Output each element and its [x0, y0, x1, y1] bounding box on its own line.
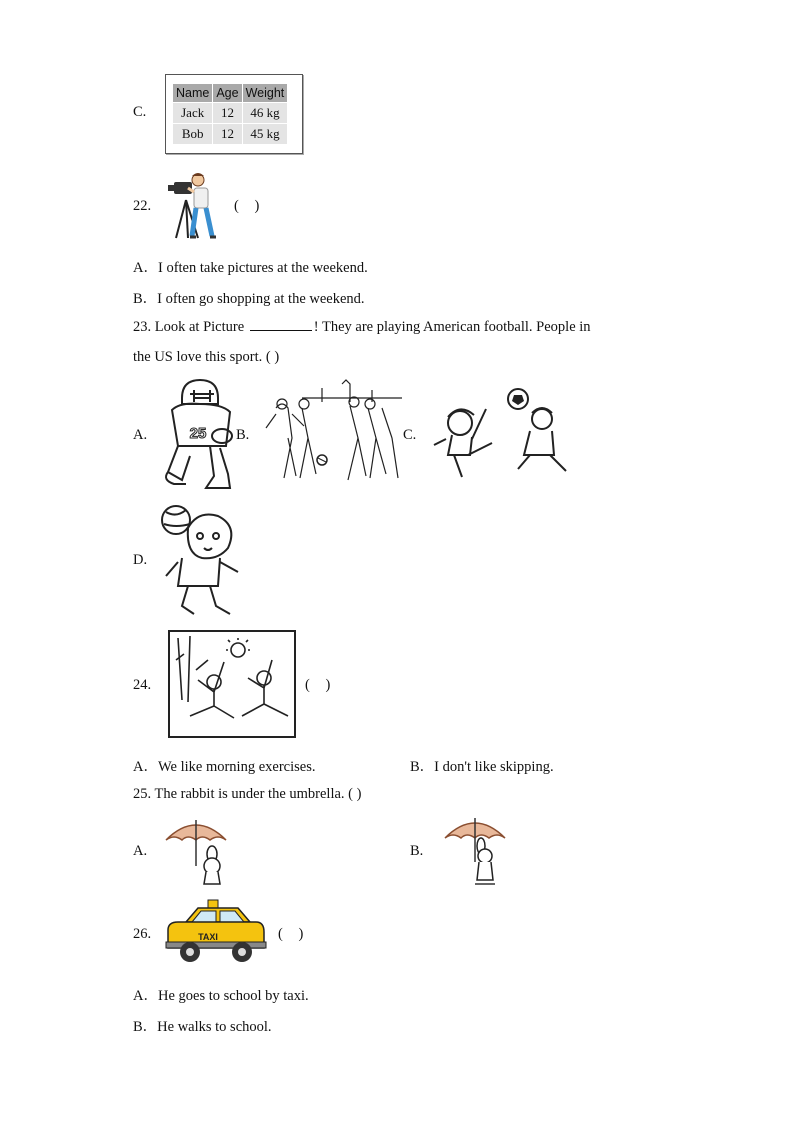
q22-option-a-text[interactable]: I often take pictures at the weekend.: [157, 260, 368, 276]
q23-option-a-label: A.: [133, 427, 148, 443]
table-cell: Bob: [173, 124, 213, 145]
q23-question-line2: the US love this sport. ( ): [133, 349, 280, 365]
weight-table: [172, 83, 288, 145]
american-football-player-image[interactable]: [160, 376, 236, 492]
girl-volleyball-image[interactable]: [158, 502, 244, 620]
q26-option-a-text[interactable]: He goes to school by taxi.: [157, 988, 309, 1004]
table-cell: 46 kg: [242, 103, 288, 124]
q23-option-d-label: D.: [133, 552, 148, 568]
q22-option-b-text[interactable]: I often go shopping at the weekend.: [157, 291, 365, 307]
table-row: [173, 103, 288, 124]
q24-option-b-label: B．: [410, 759, 435, 775]
table-header: Age: [213, 84, 242, 103]
q24-option-a-label: A．: [133, 759, 158, 775]
rabbit-umbrella-b-image[interactable]: [441, 812, 509, 888]
q25-option-a-label: A.: [133, 843, 148, 859]
q25-question: 25. The rabbit is under the umbrella. ( ): [133, 786, 362, 802]
q24-answer-paren[interactable]: ( ): [305, 677, 337, 693]
q22-option-a-label: A．: [133, 260, 158, 276]
q24-option-a-text[interactable]: We like morning exercises.: [157, 759, 316, 775]
q24-option-b-text[interactable]: I don't like skipping.: [434, 759, 554, 775]
table-cell: Jack: [173, 103, 213, 124]
table-header: Name: [173, 84, 213, 103]
q25-option-b-label: B.: [410, 843, 424, 859]
q26-option-b-text[interactable]: He walks to school.: [157, 1019, 272, 1035]
q23-option-c-label: C.: [403, 427, 417, 443]
taxi-sign-text: TAXI: [198, 932, 218, 942]
table-cell: 12: [213, 124, 242, 145]
q21-option-c-table-image[interactable]: [165, 74, 303, 154]
photographer-image[interactable]: [168, 170, 228, 242]
q23-question: [133, 318, 591, 336]
rabbit-umbrella-a-image[interactable]: [162, 814, 230, 888]
taxi-image[interactable]: [164, 898, 268, 970]
table-header: Weight: [242, 84, 288, 103]
q26-number: 26.: [133, 926, 152, 942]
q26-option-a-label: A．: [133, 988, 158, 1004]
q23-option-b-label: B.: [236, 427, 250, 443]
morning-exercise-image[interactable]: [168, 630, 296, 738]
q22-answer-paren[interactable]: ( ): [234, 198, 266, 214]
q23-answer-blank[interactable]: [250, 318, 312, 331]
helmet-number: 25: [189, 425, 207, 442]
table-row: [173, 124, 288, 145]
q22-number: 22.: [133, 198, 152, 214]
q23-text-before: 23. Look at Picture: [133, 319, 248, 335]
table-cell: 12: [213, 103, 242, 124]
q24-number: 24.: [133, 677, 152, 693]
q23-text-after: ! They are playing American football. People in: [313, 319, 591, 335]
q22-option-b-label: B．: [133, 291, 158, 307]
q21-option-c-label: C.: [133, 104, 147, 120]
table-cell: 45 kg: [242, 124, 288, 145]
q26-option-b-label: B．: [133, 1019, 158, 1035]
kickball-crowd-image[interactable]: [262, 378, 402, 484]
soccer-kids-image[interactable]: [430, 385, 572, 481]
q26-answer-paren[interactable]: ( ): [278, 926, 310, 942]
